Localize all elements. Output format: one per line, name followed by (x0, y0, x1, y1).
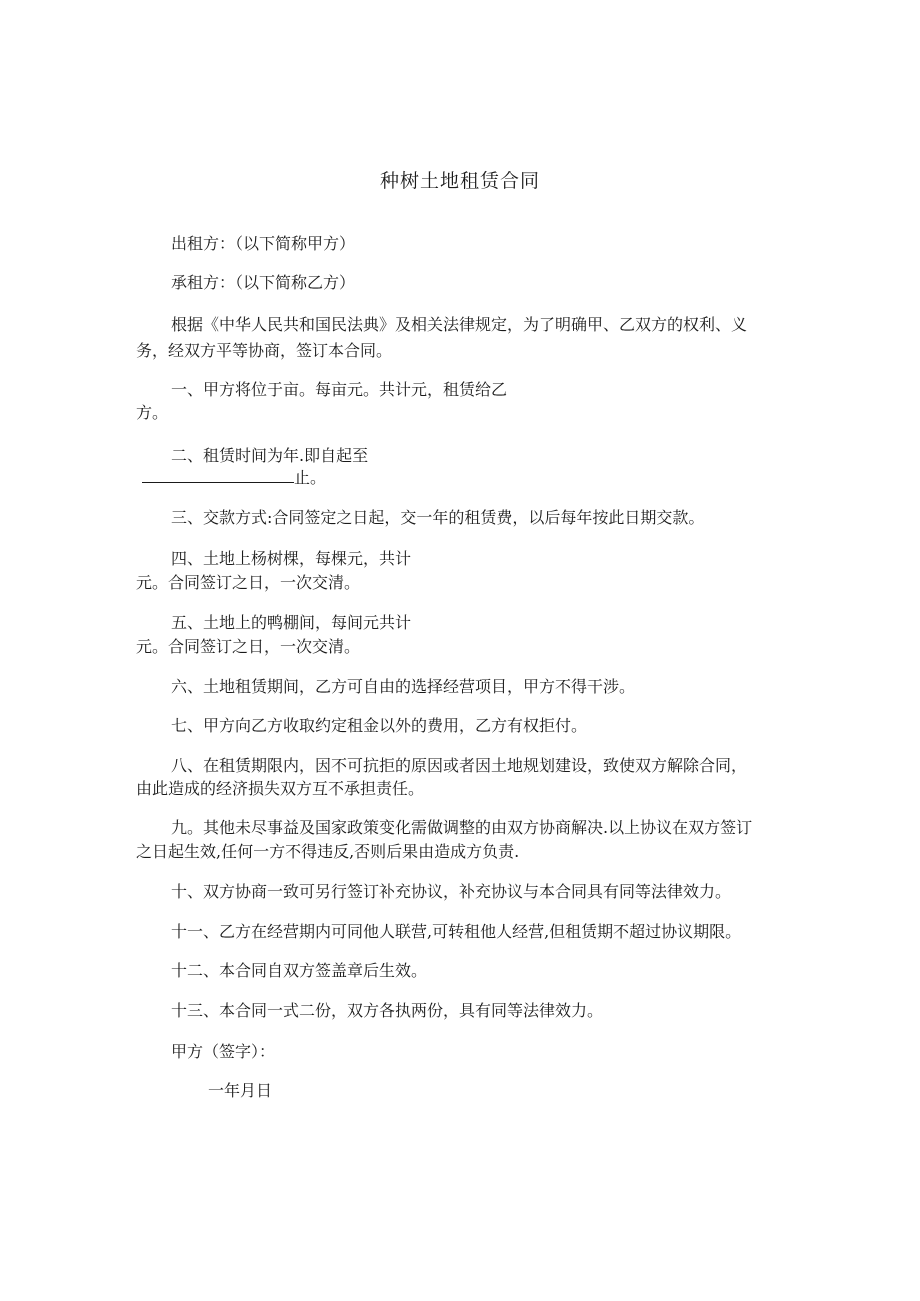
clause-1-line-2: 方。 (136, 403, 169, 422)
clause-6-line-1: 六、土地租赁期间，乙方可自由的选择经营项目，甲方不得干涉。 (171, 677, 636, 696)
preamble-line-2: 务，经双方平等协商，签订本合同。 (136, 341, 393, 360)
clause-4-line-2: 元。合同签订之日，一次交清。 (136, 573, 361, 592)
clause-7-line-1: 七、甲方向乙方收取约定租金以外的费用，乙方有权拒付。 (171, 716, 588, 735)
preamble-line-1: 根据《中华人民共和国民法典》及相关法律规定，为了明确甲、乙双方的权利、义 (171, 315, 748, 334)
clause-4-line-1: 四、土地上杨树棵，每棵元，共计 (171, 549, 412, 568)
clause-2-line-2 (142, 468, 326, 488)
clause-9-line-1: 九。其他未尽事益及国家政策变化需做调整的由双方协商解决.以上协议在双方签订 (171, 818, 753, 837)
clause-5-line-1: 五、土地上的鸭棚间，每间元共计 (171, 613, 412, 632)
clause-8-line-1: 八、在租赁期限内，因不可抗拒的原因或者因土地规划建设，致使双方解除合同， (171, 756, 748, 775)
signature-date: 一年月日 (208, 1081, 273, 1100)
party-a-signature: 甲方（签字）： (171, 1042, 276, 1061)
clause-8-line-2: 由此造成的经济损失双方互不承担责任。 (136, 779, 425, 798)
clause-13-line-1: 十三、本合同一式二份，双方各执两份，具有同等法律效力。 (171, 1001, 604, 1020)
lessor-line: 出租方：（以下简称甲方） (171, 234, 356, 253)
blank-underline (142, 468, 294, 483)
clause-3-line-1: 三、交款方式:合同签定之日起，交一年的租赁费，以后每年按此日期交款。 (171, 508, 705, 527)
lessee-line: 承租方：（以下简称乙方） (171, 273, 356, 292)
clause-9-line-2: 之日起生效,任何一方不得违反,否则后果由造成方负责. (136, 842, 520, 861)
clause-1-line-1: 一、甲方将位于亩。每亩元。共计元，租赁给乙 (171, 380, 508, 399)
document-title: 种树土地租赁合同 (379, 170, 540, 192)
clause-2-suffix: 止。 (294, 468, 327, 487)
clause-12-line-1: 十二、本合同自双方签盖章后生效。 (171, 961, 428, 980)
clause-2-line-1: 二、租赁时间为年.即自起至 (171, 446, 369, 465)
clause-10-line-1: 十、双方协商一致可另行签订补充协议，补充协议与本合同具有同等法律效力。 (171, 882, 732, 901)
clause-5-line-2: 元。合同签订之日，一次交清。 (136, 637, 361, 656)
clause-11-line-1: 十一、乙方在经营期内可同他人联营,可转租他人经营,但租赁期不超过协议期限。 (171, 922, 742, 941)
